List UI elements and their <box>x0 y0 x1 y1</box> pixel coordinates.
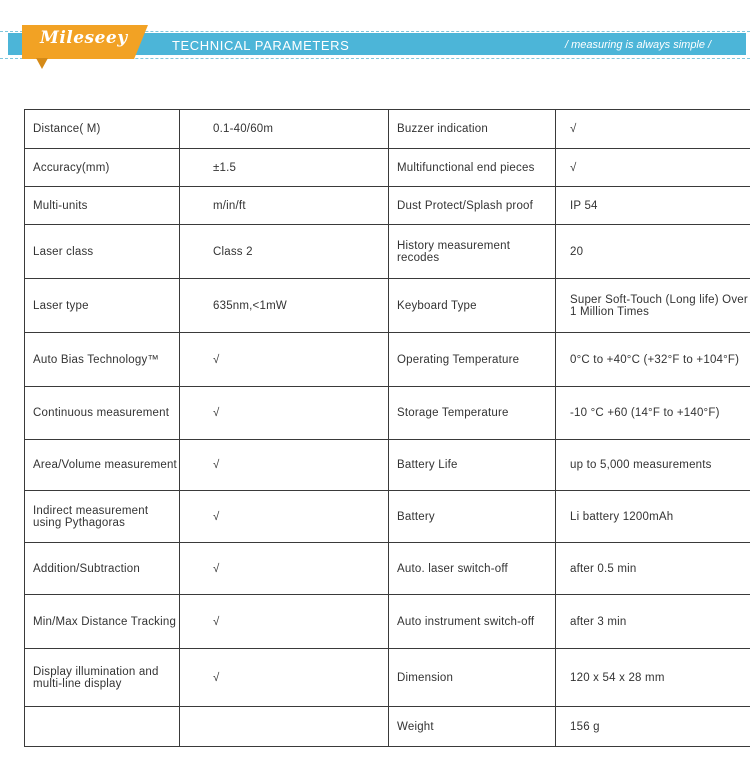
spec-label: Auto Bias Technology™ <box>25 333 180 387</box>
table-row <box>25 110 750 149</box>
spec-value: 635nm,<1mW <box>180 279 389 333</box>
spec-value: √ <box>180 440 389 491</box>
spec-value: Class 2 <box>180 225 389 279</box>
spec-value: √ <box>180 491 389 543</box>
spec-label: Laser class <box>25 225 180 279</box>
spec-label: Addition/Subtraction <box>25 543 180 595</box>
spec-table <box>24 109 750 747</box>
spec-label: Area/Volume measurement <box>25 440 180 491</box>
spec-label: Storage Temperature <box>389 387 556 440</box>
table-row <box>25 149 750 187</box>
section-title: TECHNICAL PARAMETERS <box>172 38 350 53</box>
spec-label: Buzzer indication <box>389 110 556 149</box>
spec-value: √ <box>556 110 750 149</box>
spec-value: ±1.5 <box>180 149 389 187</box>
spec-label: Distance( M) <box>25 110 180 149</box>
table-row <box>25 595 750 649</box>
spec-label: Battery <box>389 491 556 543</box>
table-row <box>25 491 750 543</box>
spec-label: Auto. laser switch-off <box>389 543 556 595</box>
spec-value: √ <box>180 649 389 707</box>
brand-slogan: / measuring is always simple / <box>565 39 712 51</box>
table-row <box>25 225 750 279</box>
spec-label <box>25 707 180 747</box>
spec-value: after 3 min <box>556 595 750 649</box>
spec-value: 156 g <box>556 707 750 747</box>
spec-value: m/in/ft <box>180 187 389 225</box>
spec-value: √ <box>556 149 750 187</box>
spec-value: after 0.5 min <box>556 543 750 595</box>
table-row <box>25 440 750 491</box>
spec-label: Laser type <box>25 279 180 333</box>
table-row <box>25 707 750 747</box>
spec-label: Weight <box>389 707 556 747</box>
spec-label: Accuracy(mm) <box>25 149 180 187</box>
table-row <box>25 187 750 225</box>
spec-value: Super Soft-Touch (Long life) Over 1 Million Times <box>556 279 750 333</box>
spec-label: Operating Temperature <box>389 333 556 387</box>
spec-value: IP 54 <box>556 187 750 225</box>
brand-logo-text: Mileseey <box>40 28 128 48</box>
spec-value: Li battery 1200mAh <box>556 491 750 543</box>
spec-label: Display illumination and multi-line display <box>25 649 180 707</box>
spec-value: 0°C to +40°C (+32°F to +104°F) <box>556 333 750 387</box>
spec-label: Min/Max Distance Tracking <box>25 595 180 649</box>
spec-label: Battery Life <box>389 440 556 491</box>
spec-label: Dimension <box>389 649 556 707</box>
spec-value: up to 5,000 measurements <box>556 440 750 491</box>
spec-value <box>180 707 389 747</box>
spec-label: History measurement recodes <box>389 225 556 279</box>
spec-label: Multifunctional end pieces <box>389 149 556 187</box>
table-row <box>25 279 750 333</box>
spec-value: 0.1-40/60m <box>180 110 389 149</box>
spec-value: √ <box>180 387 389 440</box>
spec-value: 120 x 54 x 28 mm <box>556 649 750 707</box>
spec-label: Keyboard Type <box>389 279 556 333</box>
spec-value: √ <box>180 333 389 387</box>
spec-value: √ <box>180 595 389 649</box>
table-row <box>25 387 750 440</box>
table-row <box>25 649 750 707</box>
spec-value: -10 °C +60 (14°F to +140°F) <box>556 387 750 440</box>
spec-label: Continuous measurement <box>25 387 180 440</box>
spec-label: Dust Protect/Splash proof <box>389 187 556 225</box>
table-row <box>25 333 750 387</box>
spec-label: Indirect measurement using Pythagoras <box>25 491 180 543</box>
spec-value: 20 <box>556 225 750 279</box>
spec-label: Multi-units <box>25 187 180 225</box>
brand-logo-tail <box>36 58 48 69</box>
spec-label: Auto instrument switch-off <box>389 595 556 649</box>
table-row <box>25 543 750 595</box>
spec-value: √ <box>180 543 389 595</box>
